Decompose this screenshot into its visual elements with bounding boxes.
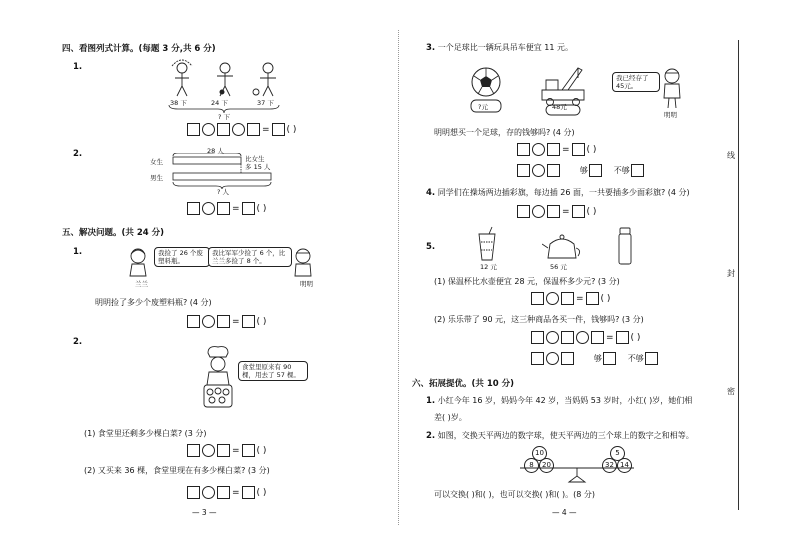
operator-circle[interactable] [232,123,245,136]
answer-box[interactable] [187,202,200,215]
q4-2-note: 比女生 多 15 人 [245,155,271,171]
q3-compare-row [516,164,645,177]
q4-1-label-3: 37 下 [257,99,274,107]
answer-box[interactable] [561,292,574,305]
q4-1-total: ? 下 [218,113,231,121]
page-number-3: — 3 — [192,508,217,517]
answer-box[interactable] [217,202,230,215]
unit-paren[interactable]: ( ) [256,445,267,456]
q5-1-bubble-1: 我捡了 26 个废塑料瓶。 [154,247,210,267]
q4-2-equation: = ( ) [186,202,267,215]
answer-box[interactable] [547,205,560,218]
operator-circle[interactable] [202,444,215,457]
kettle-figure [542,232,582,262]
binding-line [738,40,739,510]
answer-box[interactable] [187,486,200,499]
unit-paren[interactable]: ( ) [600,293,611,304]
enough-box[interactable] [603,352,616,365]
answer-box[interactable] [591,331,604,344]
answer-box[interactable] [517,164,530,177]
thermos-cup-figure [616,226,634,266]
margin-mark-feng: 封 [727,269,735,278]
number-ball[interactable]: 10 [532,446,547,461]
kids-jumping-rope-figure [160,58,290,103]
operator-circle[interactable] [202,202,215,215]
answer-box[interactable] [531,331,544,344]
price-2: 56 元 [550,263,567,271]
not-enough-box[interactable] [631,164,644,177]
q5-1-name-1: 兰兰 [135,280,148,288]
r-q6-2-answer[interactable]: 可以交换( )和( )，也可以交换( )和( )。(8 分) [434,490,596,499]
answer-box[interactable] [616,331,629,344]
q3-question: 明明想买一个足球，存的钱够吗? (4 分) [434,128,575,137]
operator-circle[interactable] [546,331,559,344]
answer-box[interactable] [517,205,530,218]
answer-box[interactable] [217,123,230,136]
not-enough-box[interactable] [645,352,658,365]
chef-with-cabbages-figure [198,345,238,411]
enough-box[interactable] [589,164,602,177]
operator-circle[interactable] [532,205,545,218]
q3-equation: = ( ) [516,143,597,156]
answer-box[interactable] [572,143,585,156]
r-q6-2-title: 2. 如图，交换天平两边的数字球，使天平两边的三个球上的数字之和相等。 [426,431,694,441]
q5-1-number: 1. [73,247,83,257]
answer-box[interactable] [531,292,544,305]
girl-figure [124,246,154,280]
boy-figure [288,246,318,280]
enough-label: 够 [593,354,602,363]
r-q4-equation: = ( ) [516,205,597,218]
q5-2-sub2: (2) 又买来 36 棵，食堂里现在有多少棵白菜? (3 分) [84,466,270,475]
answer-box[interactable] [187,123,200,136]
page-divider [398,30,399,525]
q5-2-equation-1: = ( ) [186,444,267,457]
r-q6-1-line2: 差( )岁。 [434,413,467,422]
answer-box[interactable] [547,164,560,177]
r-q5-number: 5. [426,242,436,252]
margin-mark-xian: 线 [727,151,735,160]
answer-box[interactable] [247,123,260,136]
r-q4-title: 4. 同学们在操场两边插彩旗，每边插 26 面，一共要插多少面彩旗? (4 分) [426,188,690,198]
answer-box[interactable] [572,205,585,218]
q4-1-label-1: 38 下 [170,99,187,107]
answer-box[interactable] [242,315,255,328]
answer-box[interactable] [217,315,230,328]
q4-2-number: 2. [73,149,83,159]
unit-paren[interactable]: ( ) [256,203,267,214]
section4-title: 四、看图列式计算。(每题 3 分,共 6 分) [62,44,216,54]
drink-cup-figure [476,226,498,262]
answer-box[interactable] [242,486,255,499]
q3-bubble: 我已经存了 45元。 [612,72,660,92]
q5-2-equation-2: = ( ) [186,486,267,499]
margin-mark-mi: 密 [727,387,735,396]
mingming-figure [656,66,688,110]
number-ball[interactable]: 32 [602,458,617,473]
q4-2-girls-count: 28 人 [207,147,224,155]
operator-circle[interactable] [532,143,545,156]
answer-box[interactable] [561,352,574,365]
q4-2-girls-label: 女生 [150,158,163,166]
page-number-4: — 4 — [552,508,577,517]
r-q6-1-line1: 1. 小红今年 16 岁，妈妈今年 42 岁，当妈妈 53 岁时，小红( )岁，她们相 [426,396,693,406]
unit-paren[interactable]: ( ) [256,487,267,498]
answer-box[interactable] [517,143,530,156]
r-q5-equation-1: = ( ) [530,292,611,305]
q4-2-boys-label: 男生 [150,174,163,182]
q4-1-equation: = ( ) [186,123,297,136]
section6-title: 六、拓展提优。(共 10 分) [412,379,515,389]
enough-label: 够 [579,166,588,175]
answer-box[interactable] [217,486,230,499]
number-ball[interactable]: 8 [524,458,539,473]
q5-2-sub1: (1) 食堂里还剩多少棵白菜? (3 分) [84,429,207,438]
r-q5-sub2: (2) 乐乐带了 90 元，这三种商品各买一件，钱够吗? (3 分) [434,315,644,324]
answer-box[interactable] [561,331,574,344]
answer-box[interactable] [242,444,255,457]
q5-1-question: 明明捡了多少个废塑料瓶? (4 分) [95,298,212,307]
q5-1-name-2: 明明 [300,280,313,288]
q4-1-number: 1. [73,62,83,72]
number-ball[interactable]: 5 [610,446,625,461]
r-q5-equation-2: = ( ) [530,331,641,344]
number-ball[interactable]: 14 [617,458,632,473]
operator-circle[interactable] [202,315,215,328]
q5-2-number: 2. [73,337,83,347]
price-1: 12 元 [480,263,497,271]
operator-circle[interactable] [202,123,215,136]
answer-box[interactable] [187,444,200,457]
answer-box[interactable] [187,315,200,328]
q4-2-total: ? 人 [217,188,230,196]
number-ball[interactable]: 20 [539,458,554,473]
q3-name: 明明 [664,111,677,119]
operator-circle[interactable] [202,486,215,499]
answer-box[interactable] [531,352,544,365]
answer-box[interactable] [547,143,560,156]
q5-1-bubble-2: 我比军军少捡了 6 个，比兰兰多捡了 8 个。 [208,247,292,267]
r-q5-compare-row [530,352,659,365]
operator-circle[interactable] [576,331,589,344]
r-q5-sub1: (1) 保温杯比水壶便宜 28 元，保温杯多少元? (3 分) [434,277,620,286]
unit-paren[interactable]: ( ) [256,316,267,327]
unit-paren[interactable]: ( ) [286,124,297,135]
crane-price-tag: 48元 [552,103,567,111]
unit-paren[interactable]: ( ) [630,332,641,343]
operator-circle[interactable] [546,292,559,305]
answer-box[interactable] [272,123,285,136]
unit-paren[interactable]: ( ) [586,144,597,155]
q5-1-equation: = ( ) [186,315,267,328]
unit-paren[interactable]: ( ) [586,206,597,217]
answer-box[interactable] [586,292,599,305]
answer-box[interactable] [242,202,255,215]
q5-2-bubble: 食堂里原来有 90 棵，用去了 57 棵。 [238,361,308,381]
ball-price-tag: ?元 [478,103,488,111]
not-enough-label: 不够 [613,166,630,175]
q3-title: 3. 一个足球比一辆玩具吊车便宜 11 元。 [426,43,573,53]
answer-box[interactable] [217,444,230,457]
not-enough-label: 不够 [627,354,644,363]
section5-title: 五、解决问题。(共 24 分) [62,228,165,238]
compare-circle[interactable] [546,352,559,365]
q4-1-label-2: 24 下 [211,99,228,107]
compare-circle[interactable] [532,164,545,177]
